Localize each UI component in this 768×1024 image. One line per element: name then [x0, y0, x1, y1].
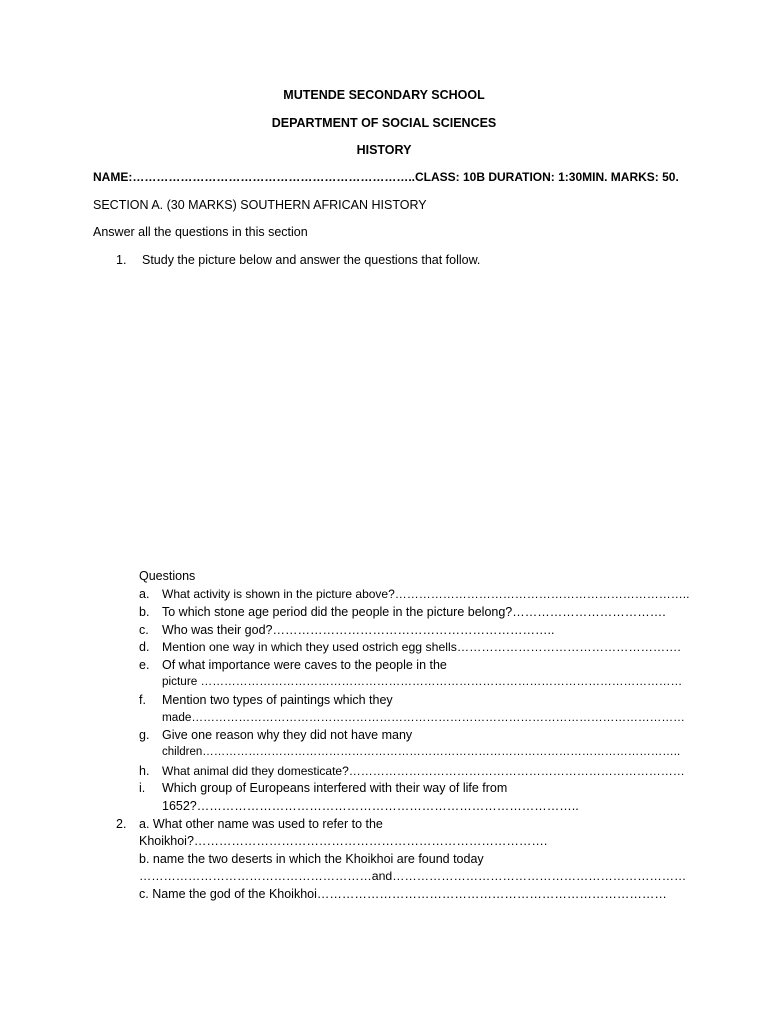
question-2a-answer-line: Khoikhoi?…………………………………………………………………………. — [139, 834, 548, 848]
question-h-text: What animal did they domesticate?………………………………………………………………………… — [162, 764, 685, 778]
question-2b-answer-line: …………………………………………………and……………………………………………………………… — [139, 869, 687, 883]
question-g-answer-line: children…………………………………………………………………………………………………………….. — [162, 746, 681, 758]
school-name: MUTENDE SECONDARY SCHOOL — [283, 88, 485, 102]
section-title: SECTION A. (30 MARKS) SOUTHERN AFRICAN HISTORY — [93, 198, 427, 212]
subject-title: HISTORY — [356, 143, 412, 157]
question-letter-d: d. — [139, 640, 150, 654]
picture-area — [139, 280, 669, 560]
question-2c-text: c. Name the god of the Khoikhoi………………………………………………………………………… — [139, 887, 667, 901]
question-letter-a: a. — [139, 587, 150, 601]
question-letter-g: g. — [139, 728, 150, 742]
question-2a-text: a. What other name was used to refer to the — [139, 817, 383, 831]
question-2b-text: b. name the two deserts in which the Khoikhoi are found today — [139, 852, 484, 866]
question-i-text: Which group of Europeans interfered with their way of life from — [162, 781, 508, 795]
questions-heading: Questions — [139, 569, 196, 583]
question-a-text: What activity is shown in the picture above?……………………………………………………………….. — [162, 587, 690, 601]
question-f-answer-line: made……………………………………………………………………………………………………………… — [162, 711, 685, 724]
question-e-answer-line: picture …………………………………………………………………………………………………………… — [162, 675, 683, 688]
section-instruction: Answer all the questions in this section — [93, 225, 308, 239]
question-letter-e: e. — [139, 658, 150, 672]
question-letter-b: b. — [139, 605, 150, 619]
student-info-line: NAME:……………………………………………………………..CLASS: 10B DURATION: 1:30MIN. MARKS: 50. — [93, 170, 679, 184]
question-letter-c: c. — [139, 623, 149, 637]
question-e-text: Of what importance were caves to the people in the — [162, 658, 447, 672]
question-g-text: Give one reason why they did not have many — [162, 728, 413, 742]
question-letter-i: i. — [139, 781, 146, 795]
question-b-text: To which stone age period did the people in the picture belong?………………………………. — [162, 605, 666, 619]
question-i-answer-line: 1652?……………………………………………………………………………….. — [162, 799, 579, 813]
question-d-text: Mention one way in which they used ostrich egg shells………………………………………………. — [162, 640, 681, 654]
question-2-number: 2. — [116, 817, 127, 831]
question-letter-f: f. — [139, 693, 146, 707]
question-1-number: 1. — [116, 253, 127, 267]
department-name: DEPARTMENT OF SOCIAL SCIENCES — [271, 116, 497, 130]
question-1-prompt: Study the picture below and answer the questions that follow. — [142, 253, 481, 267]
question-c-text: Who was their god?………………………………………………………….. — [162, 623, 555, 637]
question-f-text: Mention two types of paintings which they — [162, 693, 393, 707]
question-letter-h: h. — [139, 764, 150, 778]
